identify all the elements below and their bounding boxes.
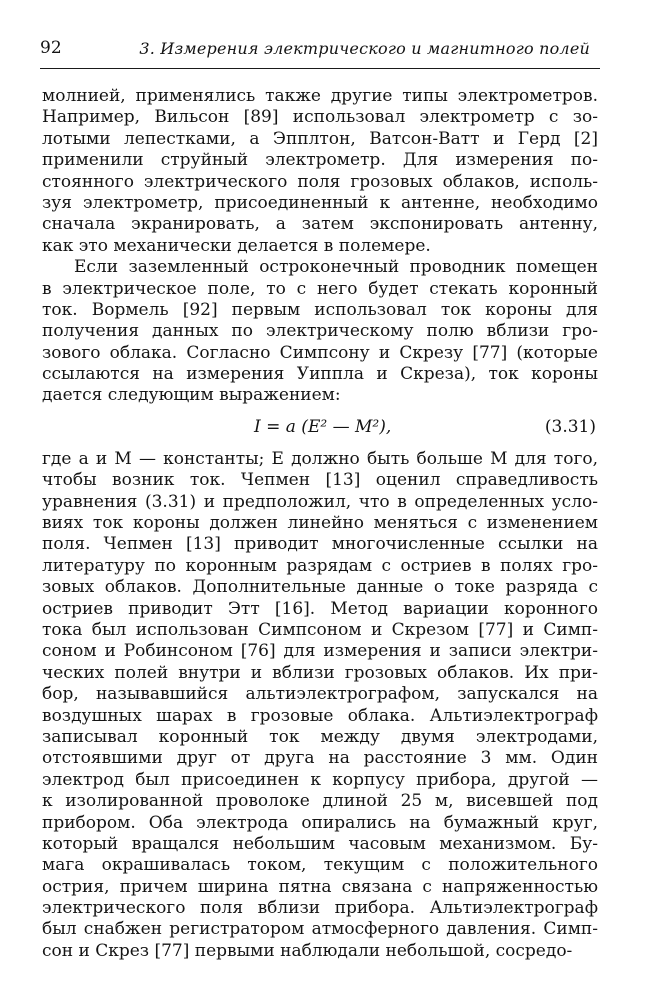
text-line: который вращался небольшим часовым механизмом. Бу-: [42, 833, 598, 854]
text-line: получения данных по электрическому полю вблизи гро-: [42, 321, 598, 342]
text-line: остриев приводит Этт [16]. Метод вариации коронного: [42, 598, 598, 619]
text-line: бор, называвшийся альтиэлектрографом, запускался на: [42, 684, 598, 705]
text-line: воздушных шарах в грозовые облака. Альтиэлектрограф: [42, 705, 598, 726]
text-line: стоянного электрического поля грозовых облаков, исполь-: [42, 171, 598, 192]
text-line: соном и Робинсоном [76] для измерения и записи электри-: [42, 641, 598, 662]
text-line: уравнения (3.31) и предположил, что в определенных усло-: [42, 491, 598, 512]
text-line: дается следующим выражением:: [42, 385, 341, 406]
text-line: электрод был присоединен к корпусу прибора, другой —: [42, 769, 598, 790]
page-number: 92: [40, 38, 62, 58]
text-line: тока был использован Симпсоном и Скрезом [77] и Симп-: [42, 619, 598, 640]
text-line: сначала экранировать, а затем экспонировать антенну,: [42, 214, 598, 235]
text-line: прибором. Оба электрода опирались на бумажный круг,: [42, 812, 598, 833]
text-line: поля. Чепмен [13] приводит многочисленные ссылки на: [42, 534, 598, 555]
equation-number: (3.31): [544, 416, 596, 437]
text-line: как это механически делается в полемере.: [42, 235, 431, 256]
paragraph-3: [42, 449, 598, 962]
text-line: ссылаются на измерения Уиппла и Скреза), ток короны: [42, 364, 598, 385]
text-line: записывал коронный ток между двумя электродами,: [42, 726, 598, 747]
text-line: зовых облаков. Дополнительные данные о токе разряда с: [42, 577, 598, 598]
equation-3-31: [42, 407, 598, 449]
text-line: ток. Вормель [92] первым использовал ток короны для: [42, 299, 598, 320]
text-line: где a и M — константы; E должно быть больше M для того,: [42, 448, 598, 469]
text-line: ческих полей внутри и вблизи грозовых облаков. Их при-: [42, 662, 598, 683]
text-line: виях ток короны должен линейно меняться с изменением: [42, 513, 598, 534]
text-line: электрического поля вблизи прибора. Альтиэлектрограф: [42, 898, 598, 919]
body-text: [42, 86, 598, 962]
text-line: был снабжен регистратором атмосферного давления. Симп-: [42, 919, 598, 940]
running-title: 3. Измерения электрического и магнитного полей: [139, 39, 590, 58]
equation-formula: I = a (E² — M²),: [254, 416, 392, 437]
text-line: отстоявшими друг от друга на расстояние 3 мм. Один: [42, 748, 598, 769]
text-line: сон и Скрез [77] первыми наблюдали небольшой, сосредо-: [42, 940, 573, 961]
text-line: литературу по коронным разрядам с остриев в полях гро-: [42, 555, 598, 576]
text-line: лотыми лепестками, а Эпплтон, Ватсон-Ватт и Герд [2]: [42, 128, 598, 149]
text-line: молнией, применялись также другие типы электрометров.: [42, 86, 598, 106]
page-header: [40, 38, 600, 69]
text-line: в электрическое поле, то с него будет стекать коронный: [42, 278, 598, 299]
text-line: зового облака. Согласно Симпсону и Скрезу [77] (которые: [42, 342, 598, 363]
text-line: острия, причем ширина пятна связана с напряженностью: [42, 876, 598, 897]
paragraph-2: [42, 257, 598, 407]
text-line: чтобы возник ток. Чепмен [13] оценил справедливость: [42, 470, 598, 491]
paragraph-1: [42, 86, 598, 257]
text-line: применили струйный электрометр. Для измерения по-: [42, 150, 598, 171]
text-line: мага окрашивалась током, текущим с положительного: [42, 855, 598, 876]
text-line: Если заземленный остроконечный проводник помещен: [74, 257, 598, 278]
text-line: зуя электрометр, присоединенный к антенне, необходимо: [42, 192, 598, 213]
text-line: Например, Вильсон [89] использовал электрометр с зо-: [42, 107, 598, 128]
text-line: к изолированной проволоке длиной 25 м, висевшей под: [42, 791, 598, 812]
